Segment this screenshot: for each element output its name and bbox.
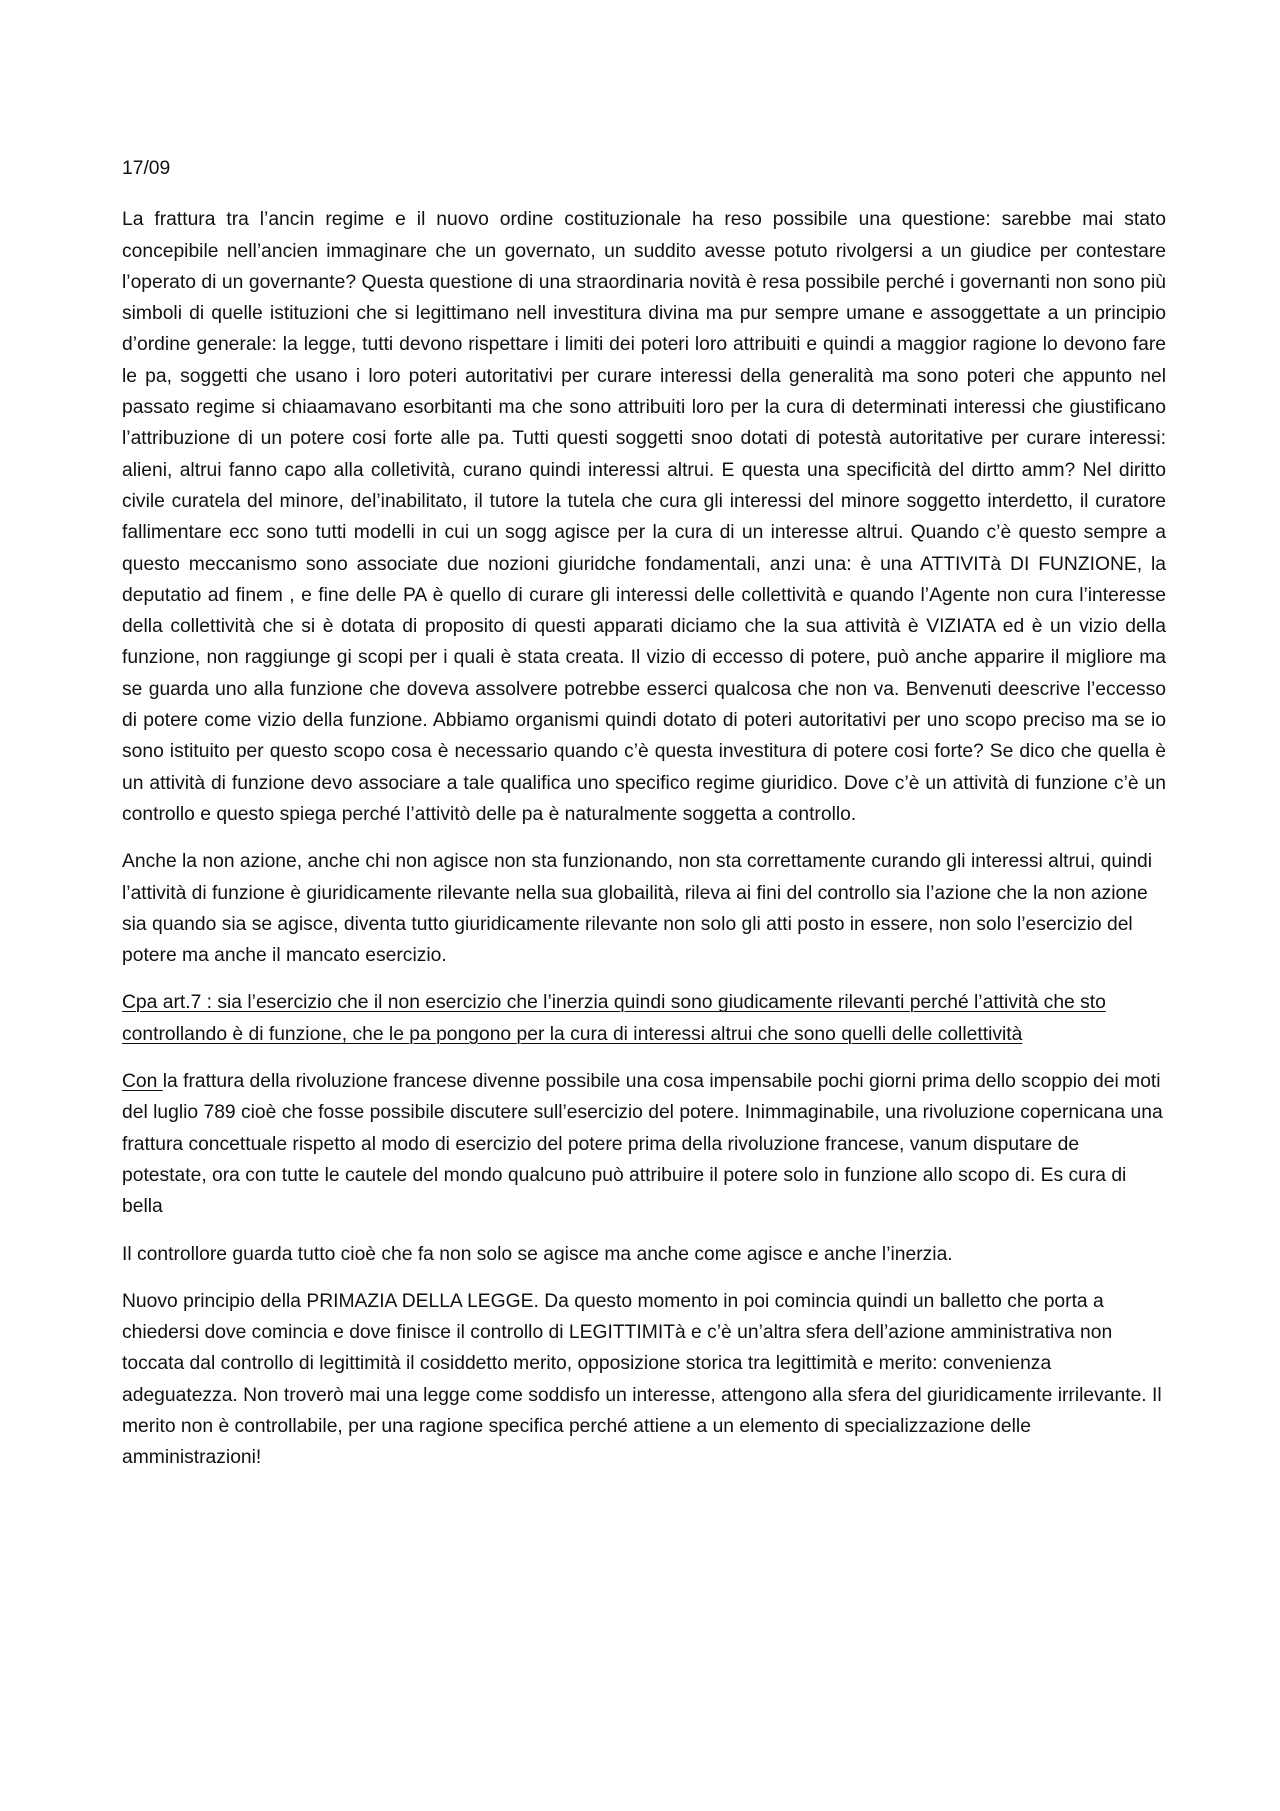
note-date: 17/09 — [122, 158, 171, 179]
paragraph-5: Il controllore guarda tutto cioè che fa non solo se agisce ma anche come agisce e anche l’inerzia. — [122, 1243, 953, 1265]
paragraph-2: Anche la non azione, anche chi non agisce non sta funzionando, non sta correttamente curando gli interessi altrui, quindi l’attività di funzione è giuridicamente rilevante nella sua globailità, rileva ai fini del controllo sia l’azione che la non azione sia quando sia se agisce, diventa tutto giuridicamente rilevante non solo gli atti posto in essere, non solo l’esercizio del potere ma anche il mancato esercizio. — [122, 851, 1153, 967]
paragraph-4-rest: la frattura della rivoluzione francese divenne possibile una cosa impensabile pochi giorni prima dello scoppio dei moti del luglio 789 cioè che fosse possibile discutere sull’esercizio del potere. Inimmaginabile, una rivoluzione copernicana una frattura concettuale rispetto al modo di esercizio del potere prima della rivoluzione francese, vanum disputare de potestate, ora con tutte le cautele del mondo qualcuno può attribuire il potere solo in funzione allo scopo di. Es cura di bella — [122, 1071, 1163, 1218]
paragraph-6: Nuovo principio della PRIMAZIA DELLA LEGGE. Da questo momento in poi comincia quindi un balletto che porta a chiedersi dove comincia e dove finisce il controllo di LEGITTIMITà e c’è un’altra sfera dell’azione amministrativa non toccata dal controllo di legittimità il cosiddetto merito, opposizione storica tra legittimità e merito: convenienza adeguatezza. Non troverò mai una legge come soddisfo un interesse, attengono alla sfera del giuridicamente irrilevante. Il merito non è controllabile, per una ragione specifica perché attiene a un elemento di specializzazione delle amministrazioni! — [122, 1290, 1162, 1469]
paragraph-4-start-underlined: Con — [122, 1071, 163, 1093]
paragraph-1: La frattura tra l’ancin regime e il nuovo ordine costituzionale ha reso possibile una questione: sarebbe mai stato concepibile nell’ancien immaginare che un governato, un suddito avesse potuto rivolgersi a un giudice per contestare l’operato di un governante? Questa questione di una straordinaria novità è resa possibile perché i governanti non sono più simboli di quelle istituzioni che si legittimano nell investitura divina ma pur sempre umane e assoggettate a un principio d’ordine generale: la legge, tutti devono rispettare i limiti dei poteri loro attribuiti e quindi a maggior ragione lo devono fare le pa, soggetti che usano i loro poteri autoritativi per curare interessi della generalità ma sono poteri che appunto nel passato regime si chiaamavano esorbitanti ma che sono attribuiti loro per la cura di determinati interessi che giustificano l’attribuzione di un potere cosi forte alle pa. Tutti questi soggetti snoo dotati di potestà autoritative per curare interessi: alieni, altrui fanno capo alla colletività, curano quindi interessi altrui. E questa una specificità del dirtto amm? Nel diritto civile curatela del minore, del’inabilitato, il tutore la tutela che cura gli interessi del minore soggetto interdetto, il curatore fallimentare ecc sono tutti modelli in cui un sogg agisce per la cura di un interesse altrui. Quando c’è questo sempre a questo meccanismo sono associate due nozioni giuridche fondamentali, anzi una: è una ATTIVITà DI FUNZIONE, la deputatio ad finem , e fine delle PA è quello di curare gli interessi delle collettività e quando l’Agente non cura l’interesse della collettività che si è dotata di proposito di questi apparati diciamo che la sua attività è VIZIATA ed è un vizio della funzione, non raggiunge gi scopi per i quali è stata creata. Il vizio di eccesso di potere, può anche apparire il migliore ma se guarda uno alla funzione che doveva assolvere potrebbe esserci qualcosa che non va. Benvenuti deescrive l’eccesso di potere come vizio della funzione. Abbiamo organismi quindi dotato di poteri autoritativi per uno scopo preciso ma se io sono istituito per questo scopo cosa è necessario quando c’è questa investitura di potere cosi forte? Se dico che quella è un attività di funzione devo associare a tale qualifica uno specifico regime giuridico. Dove c’è un attività di funzione c’è un controllo e questo spiega perché l’attivitò delle pa è naturalmente soggetta a controllo. — [122, 209, 1166, 825]
paragraph-3-underlined: Cpa art.7 : sia l’esercizio che il non esercizio che l’inerzia quindi sono giudicamente rilevanti perché l’attività che sto controllando è di funzione, che le pa pongono per la cura di interessi altrui che sono quelli delle collettività — [122, 992, 1106, 1045]
document-body — [122, 153, 1166, 1490]
paragraph-4 — [122, 1066, 1166, 1222]
